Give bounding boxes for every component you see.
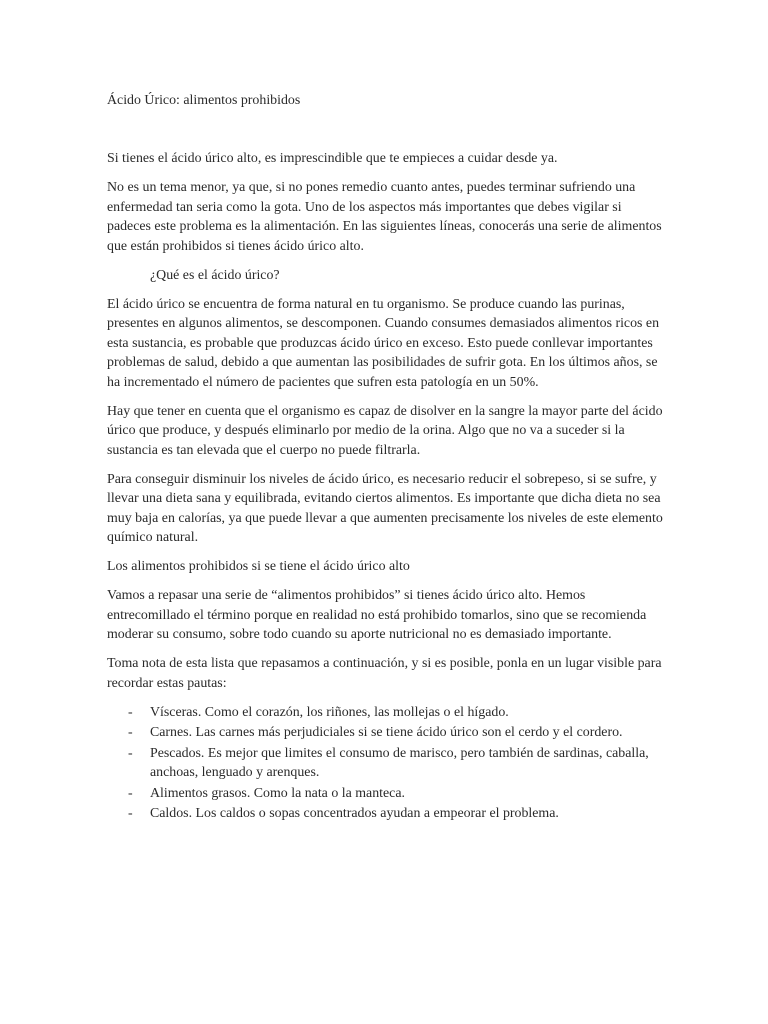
body-paragraph: Toma nota de esta lista que repasamos a continuación, y si es posible, ponla en un lugar visible para recordar estas pautas: [107,656,662,691]
list-item-text: Pescados. Es mejor que limites el consumo de marisco, pero también de sardinas, caballa, anchoas, lenguado y arenques. [150,745,649,780]
list-dash-marker: - [128,806,133,821]
body-paragraph: Vamos a repasar una serie de “alimentos prohibidos” si tienes ácido úrico alto. Hemos entrecomillado el término porque en realidad no está prohibido tomarlos, sino que se recomienda moderar su consumo, sobre todo cuando su aporte nutricional no es demasiado importante. [107,588,647,642]
intro-paragraph: Si tienes el ácido úrico alto, es imprescindible que te empieces a cuidar desde ya. [107,151,558,166]
list-dash-marker: - [128,785,133,801]
list-item [107,744,667,783]
body-paragraph: El ácido úrico se encuentra de forma natural en tu organismo. Se produce cuando las purinas, presentes en algunos alimentos, se descomponen. Cuando consumes demasiados alimentos ricos en esta sustancia, es probable que produzcas ácido úrico en exceso. Esto puede conllevar importantes problemas de salud, debido a que aumentan las posibilidades de sufrir gota. En los últimos años, se ha incrementado el número de pacientes que sufren esta patología en un 50%. [107,296,660,390]
list-item-text: Alimentos grasos. Como la nata o la manteca. [150,785,405,801]
list-item [107,804,667,824]
forbidden-foods-list [107,703,667,824]
document-body [107,149,667,825]
section-heading-forbidden-foods: Los alimentos prohibidos si se tiene el ácido úrico alto [107,559,410,574]
list-item [107,784,667,804]
list-item-text: Caldos. Los caldos o sopas concentrados ayudan a empeorar el problema. [150,806,559,821]
body-paragraph: Para conseguir disminuir los niveles de ácido úrico, es necesario reducir el sobrepeso, si se sufre, y llevar una dieta sana y equilibrada, evitando ciertos alimentos. Es importante que dicha dieta no sea muy baja en calorías, ya que puede llevar a que aumenten precisamente los niveles de este elemento químico natural. [107,471,663,545]
list-item-text: Vísceras. Como el corazón, los riñones, las mollejas o el hígado. [150,704,509,720]
list-item [107,723,667,743]
body-paragraph: No es un tema menor, ya que, si no pones remedio cuanto antes, puedes terminar sufriendo una enfermedad tan seria como la gota. Uno de los aspectos más importantes que debes vigilar si padeces este problema es la alimentación. En las siguientes líneas, conocerás una serie de alimentos que están prohibidos si tienes ácido úrico alto. [107,180,662,254]
list-dash-marker: - [128,725,133,740]
list-dash-marker: - [128,745,133,761]
list-dash-marker: - [128,704,133,720]
document-title: Ácido Úrico: alimentos prohibidos [107,93,301,108]
list-item [107,703,667,723]
section-heading-what-is-uric-acid: ¿Qué es el ácido úrico? [150,267,280,283]
list-item-text: Carnes. Las carnes más perjudiciales si se tiene ácido úrico son el cerdo y el cordero. [150,725,623,740]
body-paragraph: Hay que tener en cuenta que el organismo es capaz de disolver en la sangre la mayor parte del ácido úrico que produce, y después eliminarlo por medio de la orina. Algo que no va a suceder si la sustancia es tan elevada que el cuerpo no puede filtrarla. [107,403,663,458]
